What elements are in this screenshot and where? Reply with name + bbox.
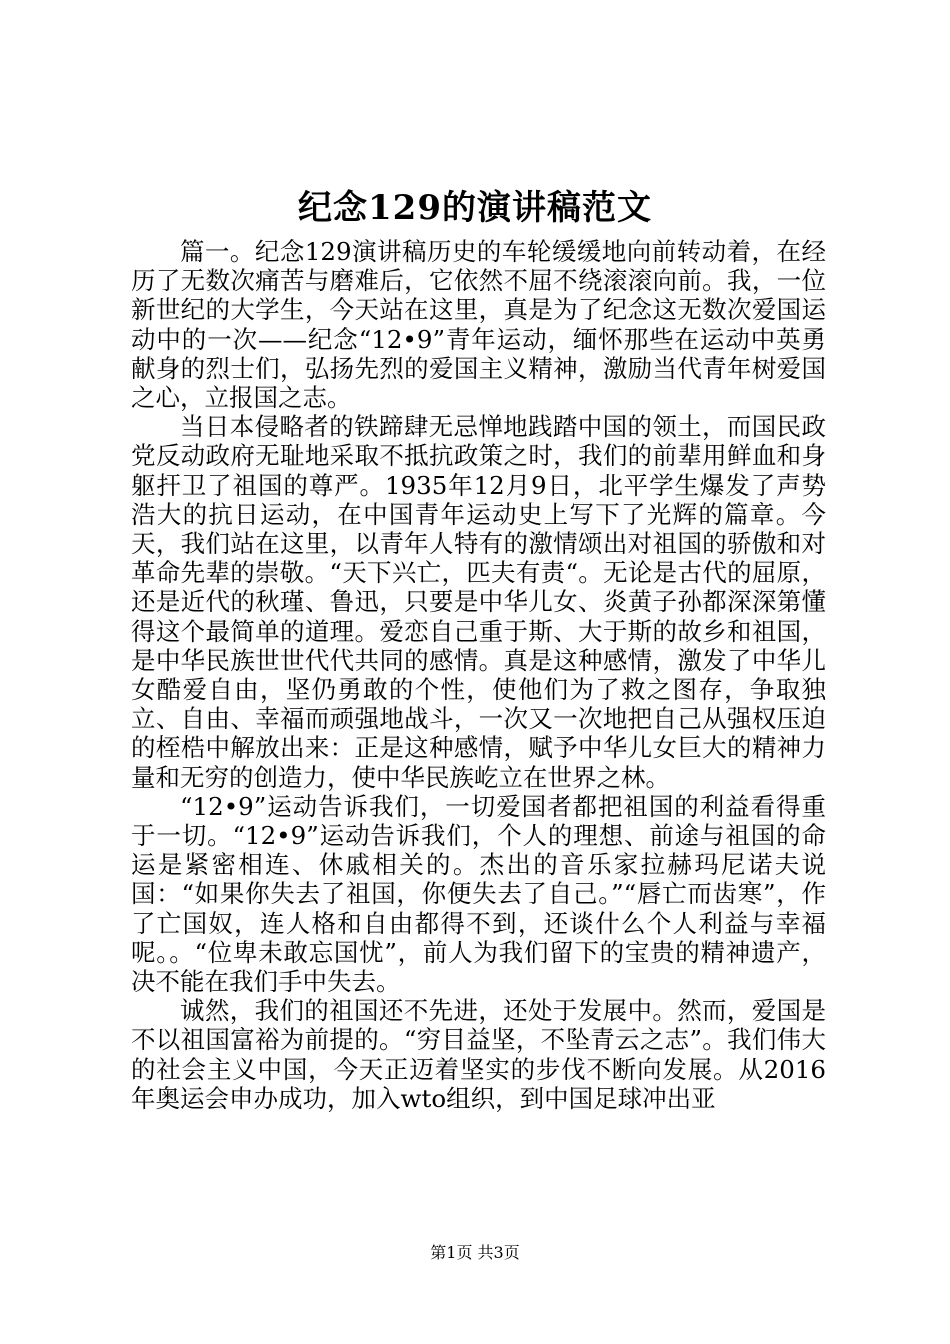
paragraph-4: 诚然，我们的祖国还不先进，还处于发展中。然而，爱国是不以祖国富裕为前提的。“穷目益坚，不坠青云之志”。我们伟大的社会主义中国，今天正迈着坚实的步伐不断向发展。从2016年奥运会申办成功，加入wto组织，到中国足球冲出亚 — [131, 996, 826, 1113]
paragraph-3: “12•9”运动告诉我们，一切爱国者都把祖国的利益看得重于一切。“12•9”运动告诉我们，个人的理想、前途与祖国的命运是紧密相连、休戚相关的。杰出的音乐家拉赫玛尼诺夫说国：“如果你失去了祖国，你便失去了自己。”“唇亡而齿寒”，作了亡国奴，连人格和自由都得不到，还谈什么个人利益与幸福呢。。“位卑未敢忘国忧”，前人为我们留下的宝贵的精神遗产，决不能在我们手中失去。 — [131, 791, 826, 997]
paragraph-1: 篇一。纪念129演讲稿历史的车轮缓缓地向前转动着，在经历了无数次痛苦与磨难后，它依然不屈不绕滚滚向前。我，一位新世纪的大学生，今天站在这里，真是为了纪念这无数次爱国运动中的一次——纪念“12•9”青年运动，缅怀那些在运动中英勇献身的烈士们，弘扬先烈的爱国主义精神，激励当代青年树爱国之心，立报国之志。 — [131, 237, 826, 413]
document-body — [131, 237, 826, 1113]
paragraph-2: 当日本侵略者的铁蹄肆无忌惮地践踏中国的领土，而国民政党反动政府无耻地采取不抵抗政策之时，我们的前辈用鲜血和身躯扞卫了祖国的尊严。1935年12月9日，北平学生爆发了声势浩大的抗日运动，在中国青年运动史上写下了光辉的篇章。今天，我们站在这里，以青年人特有的激情颂出对祖国的骄傲和对革命先辈的崇敬。“天下兴亡，匹夫有责“。无论是古代的屈原，还是近代的秋瑾、鲁迅，只要是中华儿女、炎黄子孙都深深第懂得这个最简单的道理。爱恋自己重于斯、大于斯的故乡和祖国，是中华民族世世代代共同的感情。真是这种感情，激发了中华儿女酷爱自由，坚仍勇敢的个性，使他们为了救之图存，争取独立、自由、幸福而顽强地战斗，一次又一次地把自己从强权压迫的桎梏中解放出来：正是这种感情，赋予中华儿女巨大的精神力量和无穷的创造力，使中华民族屹立在世界之林。 — [131, 412, 826, 792]
page-number-footer: 第1页 共3页 — [430, 1243, 520, 1262]
document-title: 纪念129的演讲稿范文 — [298, 188, 652, 228]
